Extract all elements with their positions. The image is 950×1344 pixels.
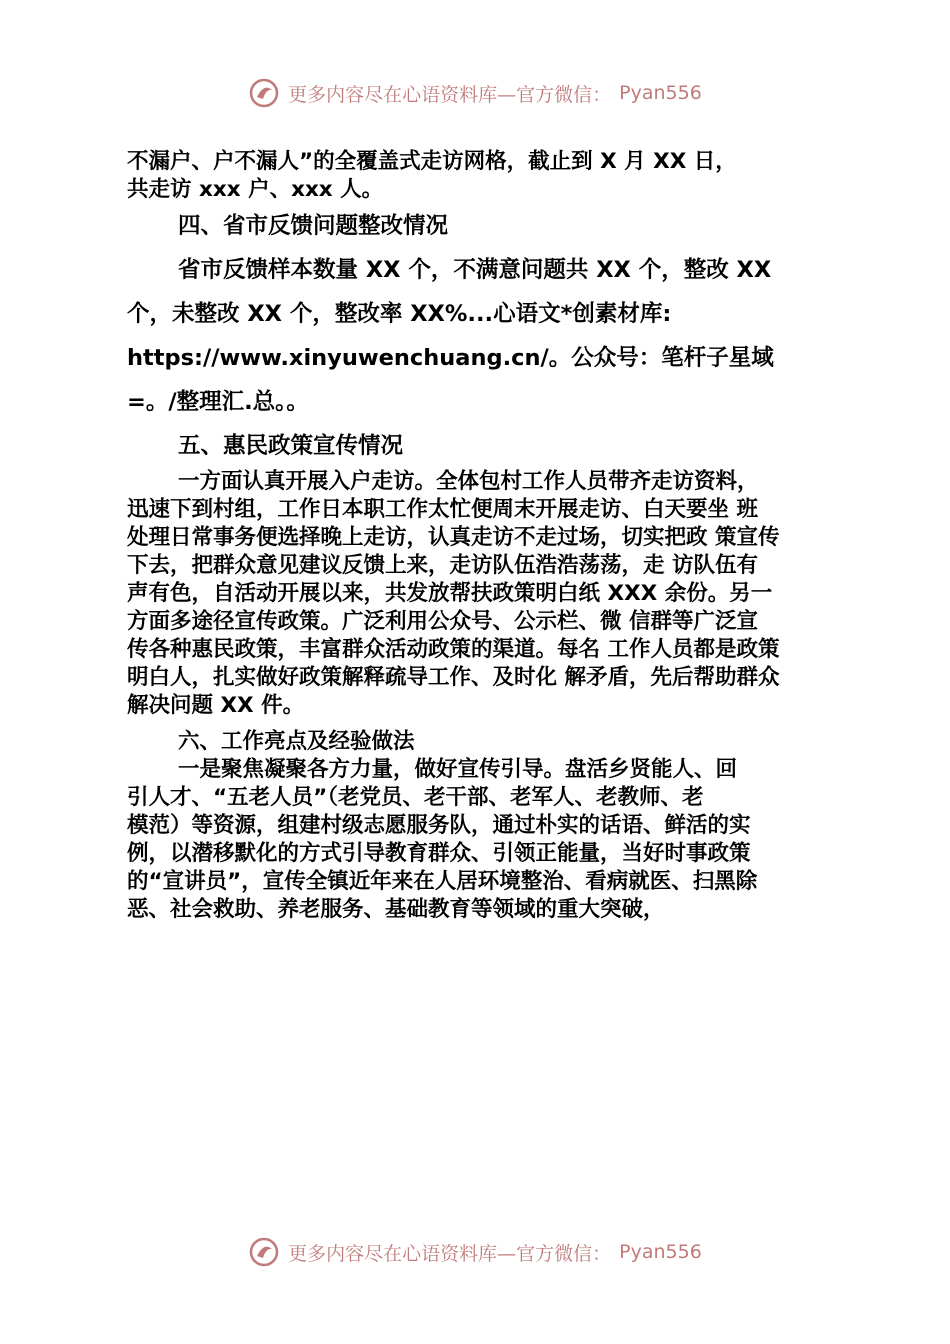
watermark-wechat-id: Pyan556 — [619, 1241, 702, 1263]
text-line: 省市反馈样本数量 XX 个，不满意问题共 XX 个，整改 XX — [178, 257, 772, 283]
text-line: 一是聚焦凝聚各方力量，做好宣传引导。盘活乡贤能人、回 — [178, 757, 738, 782]
text-line: 的“宣讲员”，宣传全镇近年来在人居环境整治、看病就医、扫黑除 — [127, 869, 758, 894]
section-heading-4: 四、省市反馈问题整改情况 — [178, 213, 449, 239]
text-line: 解决问题 XX 件。 — [127, 693, 305, 718]
text-line: 传各种惠民政策，丰富群众活动政策的渠道。每名 工作人员都是政策 — [127, 637, 780, 662]
document-body — [127, 148, 867, 924]
text-line: 一方面认真开展入户走访。全体包村工作人员带齐走访资料， — [178, 469, 759, 494]
watermark-footer — [0, 1232, 950, 1272]
text-line: 声有色，自活动开展以来，共发放帮扶政策明白纸 XXX 余份。另一 — [127, 581, 773, 606]
text-line: 方面多途径宣传政策。广泛利用公众号、公示栏、微 信群等广泛宣 — [127, 609, 758, 634]
text-line: 例，以潜移默化的方式引导教育群众、引领正能量，当好时事政策 — [127, 841, 751, 866]
section-heading-5: 五、惠民政策宣传情况 — [178, 433, 404, 459]
text-line: https://www.xinyuwenchuang.cn/。公众号：笔杆子星域 — [127, 345, 774, 371]
watermark-text: 更多内容尽在心语资料库—官方微信： — [288, 83, 612, 106]
text-line: 模范）等资源，组建村级志愿服务队，通过朴实的话语、鲜活的实 — [127, 813, 751, 838]
text-line: 处理日常事务便选择晚上走访，认真走访不走过场，切实把政 策宣传 — [127, 525, 780, 550]
text-line: 下去，把群众意见建议反馈上来，走访队伍浩浩荡荡，走 访队伍有 — [127, 553, 758, 578]
text-line: =。/整理汇.总。。 — [127, 389, 309, 415]
text-line: 引人才、“五老人员”（老党员、老干部、老军人、老教师、老 — [127, 785, 704, 810]
watermark-header — [0, 73, 950, 113]
text-line: 个，未整改 XX 个，整改率 XX%...心语文*创素材库: — [127, 301, 672, 327]
text-line: 迅速下到村组，工作日本职工作太忙便周末开展走访、白天要坐 班 — [127, 497, 758, 522]
text-line: 共走访 xxx 户、xxx 人。 — [127, 177, 384, 202]
text-line: 恶、社会救助、养老服务、基础教育等领域的重大突破， — [127, 897, 665, 922]
text-line: 不漏户、户不漏人”的全覆盖式走访网格，截止到 X 月 XX 日， — [127, 149, 737, 174]
watermark-text: 更多内容尽在心语资料库—官方微信： — [288, 1242, 612, 1265]
brand-logo-icon — [248, 1236, 280, 1268]
brand-logo-icon — [248, 77, 280, 109]
section-heading-6: 六、工作亮点及经验做法 — [178, 729, 415, 754]
watermark-wechat-id: Pyan556 — [619, 82, 702, 104]
text-line: 明白人，扎实做好政策解释疏导工作、及时化 解矛盾，先后帮助群众 — [127, 665, 780, 690]
